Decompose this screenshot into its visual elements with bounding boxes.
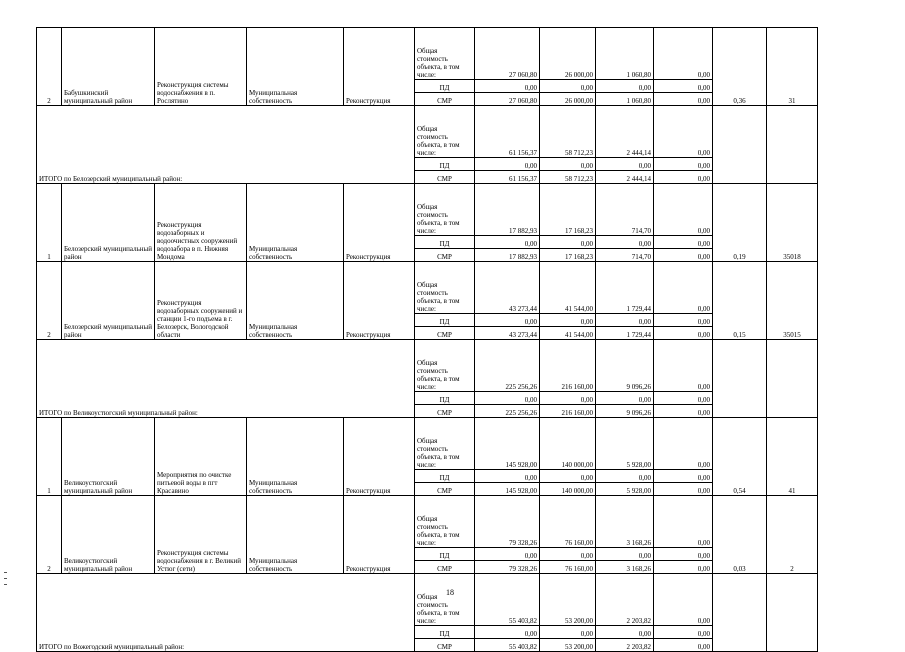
amount-cell: 1 060,80: [596, 28, 654, 80]
amount-cell: 17 168,23: [540, 249, 596, 262]
cost-label-line: объекта, в том: [417, 63, 460, 71]
amount-cell: 0,00: [654, 548, 713, 561]
smr-label-cell: СМР: [415, 405, 475, 418]
amount-cell: 0,00: [654, 561, 713, 574]
cost-label-cell: [415, 418, 475, 470]
amount-cell: 714,70: [596, 249, 654, 262]
district-cell: Белозерский муниципальный район: [62, 184, 155, 262]
amount-cell: 0,00: [540, 158, 596, 171]
amount-cell: 2 203,82: [596, 639, 654, 652]
cost-label-cell: [415, 28, 475, 80]
indicator-cell: 0,03: [713, 496, 767, 574]
amount-cell: 0,00: [596, 548, 654, 561]
empty-cell: [767, 106, 818, 184]
cost-label-cell: [415, 574, 475, 626]
amount-cell: 55 403,82: [475, 574, 540, 626]
amount-cell: 216 160,00: [540, 405, 596, 418]
indicator-value-cell: 41: [767, 418, 818, 496]
district-cell: Великоустюгский муниципальный район: [62, 496, 155, 574]
cost-label-cell: [415, 106, 475, 158]
object-name-cell: Реконструкция водозаборных и водоочистных сооружений водозабора в п. Нижняя Мондома: [155, 184, 247, 262]
work-type-cell: Реконструкция: [344, 418, 415, 496]
total-title-cell: ИТОГО по Великоустюгский муниципальный район:: [37, 340, 415, 418]
amount-cell: 0,00: [654, 327, 713, 340]
amount-cell: 1 729,44: [596, 262, 654, 314]
amount-cell: 2 444,14: [596, 106, 654, 158]
amount-cell: 43 273,44: [475, 262, 540, 314]
cost-label-line: объекта, в том: [417, 453, 460, 461]
total-row: [37, 106, 818, 158]
cost-label-line: Общая: [417, 203, 438, 211]
amount-cell: 0,00: [475, 314, 540, 327]
total-title-cell: ИТОГО по Вожегодский муниципальный район:: [37, 574, 415, 652]
ownership-cell: Муниципальная собственность: [247, 28, 344, 106]
object-name-cell: Реконструкция системы водоснабжения в г. Великий Устюг (сети): [155, 496, 247, 574]
empty-cell: [713, 106, 767, 184]
amount-cell: 0,00: [540, 470, 596, 483]
row-number-cell: 2: [37, 262, 62, 340]
work-type-cell: Реконструкция: [344, 28, 415, 106]
ownership-cell: Муниципальная собственность: [247, 262, 344, 340]
cost-label-cell: [415, 184, 475, 236]
cost-label-line: стоимость: [417, 211, 448, 219]
amount-cell: 53 200,00: [540, 574, 596, 626]
margin-mark: [4, 578, 7, 579]
cost-label-line: объекта, в том: [417, 375, 460, 383]
cost-label-line: Общая: [417, 47, 438, 55]
pd-label-cell: ПД: [415, 470, 475, 483]
cost-label-line: объекта, в том: [417, 141, 460, 149]
amount-cell: 17 168,23: [540, 184, 596, 236]
amount-cell: 145 928,00: [475, 418, 540, 470]
amount-cell: 76 160,00: [540, 561, 596, 574]
amount-cell: 140 000,00: [540, 483, 596, 496]
amount-cell: 1 729,44: [596, 327, 654, 340]
amount-cell: 2 444,14: [596, 171, 654, 184]
table-row: [37, 262, 818, 314]
amount-cell: 0,00: [596, 236, 654, 249]
row-number-cell: 1: [37, 184, 62, 262]
cost-label-line: числе:: [417, 227, 436, 235]
margin-mark: [4, 584, 7, 585]
amount-cell: 0,00: [654, 470, 713, 483]
amount-cell: 0,00: [475, 80, 540, 93]
row-number-cell: 2: [37, 496, 62, 574]
amount-cell: 17 882,93: [475, 249, 540, 262]
cost-label-line: стоимость: [417, 289, 448, 297]
amount-cell: 1 060,80: [596, 93, 654, 106]
cost-label-line: Общая: [417, 359, 438, 367]
cost-label-line: числе:: [417, 617, 436, 625]
amount-cell: 3 168,26: [596, 496, 654, 548]
row-number-cell: 2: [37, 28, 62, 106]
amount-cell: 0,00: [654, 184, 713, 236]
indicator-cell: 0,19: [713, 184, 767, 262]
amount-cell: 0,00: [654, 80, 713, 93]
smr-label-cell: СМР: [415, 639, 475, 652]
amount-cell: 26 000,00: [540, 93, 596, 106]
amount-cell: 0,00: [654, 626, 713, 639]
amount-cell: 9 096,26: [596, 405, 654, 418]
cost-label-line: объекта, в том: [417, 531, 460, 539]
amount-cell: 0,00: [540, 80, 596, 93]
amount-cell: 0,00: [654, 574, 713, 626]
indicator-value-cell: 2: [767, 496, 818, 574]
amount-cell: 225 256,26: [475, 405, 540, 418]
indicator-value-cell: 35015: [767, 262, 818, 340]
cost-label-line: числе:: [417, 383, 436, 391]
margin-mark: [4, 572, 7, 573]
amount-cell: 5 928,00: [596, 483, 654, 496]
cost-label-line: Общая: [417, 515, 438, 523]
row-number-cell: 1: [37, 418, 62, 496]
amount-cell: 9 096,26: [596, 340, 654, 392]
cost-label-line: числе:: [417, 149, 436, 157]
cost-label-line: объекта, в том: [417, 297, 460, 305]
cost-label-line: числе:: [417, 539, 436, 547]
amount-cell: 0,00: [596, 470, 654, 483]
amount-cell: 0,00: [654, 392, 713, 405]
smr-label-cell: СМР: [415, 327, 475, 340]
amount-cell: 0,00: [596, 626, 654, 639]
work-type-cell: Реконструкция: [344, 262, 415, 340]
amount-cell: 0,00: [540, 236, 596, 249]
amount-cell: 0,00: [654, 262, 713, 314]
pd-label-cell: ПД: [415, 158, 475, 171]
pd-label-cell: ПД: [415, 392, 475, 405]
amount-cell: 27 060,80: [475, 93, 540, 106]
indicator-cell: 0,54: [713, 418, 767, 496]
amount-cell: 0,00: [654, 418, 713, 470]
district-cell: Бабушкинский муниципальный район: [62, 28, 155, 106]
pd-label-cell: ПД: [415, 236, 475, 249]
district-cell: Белозерский муниципальный район: [62, 262, 155, 340]
amount-cell: 0,00: [596, 392, 654, 405]
smr-label-cell: СМР: [415, 171, 475, 184]
total-row: [37, 574, 818, 626]
cost-label-line: числе:: [417, 305, 436, 313]
cost-label-line: числе:: [417, 461, 436, 469]
cost-label-line: стоимость: [417, 601, 448, 609]
cost-label-line: стоимость: [417, 55, 448, 63]
empty-cell: [767, 340, 818, 418]
amount-cell: 0,00: [654, 249, 713, 262]
amount-cell: 714,70: [596, 184, 654, 236]
amount-cell: 26 000,00: [540, 28, 596, 80]
amount-cell: 0,00: [654, 314, 713, 327]
amount-cell: 0,00: [654, 496, 713, 548]
amount-cell: 43 273,44: [475, 327, 540, 340]
cost-label-line: стоимость: [417, 367, 448, 375]
cost-label-line: стоимость: [417, 133, 448, 141]
district-cell: Великоустюгский муниципальный район: [62, 418, 155, 496]
amount-cell: 0,00: [475, 548, 540, 561]
pd-label-cell: ПД: [415, 626, 475, 639]
table-row: [37, 184, 818, 236]
cost-label-line: числе:: [417, 71, 436, 79]
cost-label-line: стоимость: [417, 445, 448, 453]
work-type-cell: Реконструкция: [344, 496, 415, 574]
cost-label-line: Общая: [417, 593, 438, 601]
cost-label-line: Общая: [417, 437, 438, 445]
smr-label-cell: СМР: [415, 249, 475, 262]
amount-cell: 58 712,23: [540, 171, 596, 184]
amount-cell: 0,00: [654, 106, 713, 158]
smr-label-cell: СМР: [415, 93, 475, 106]
total-title-cell: ИТОГО по Белозерский муниципальный район:: [37, 106, 415, 184]
amount-cell: 55 403,82: [475, 639, 540, 652]
amount-cell: 216 160,00: [540, 340, 596, 392]
amount-cell: 0,00: [475, 392, 540, 405]
pd-label-cell: ПД: [415, 548, 475, 561]
amount-cell: 0,00: [475, 470, 540, 483]
pd-label-cell: ПД: [415, 80, 475, 93]
cost-label-cell: [415, 496, 475, 548]
amount-cell: 79 328,26: [475, 561, 540, 574]
amount-cell: 0,00: [654, 340, 713, 392]
table-row: [37, 418, 818, 470]
amount-cell: 0,00: [596, 80, 654, 93]
amount-cell: 225 256,26: [475, 340, 540, 392]
amount-cell: 0,00: [654, 171, 713, 184]
amount-cell: 0,00: [540, 626, 596, 639]
amount-cell: 0,00: [654, 405, 713, 418]
object-name-cell: Мероприятия по очистке питьевой воды в пгт Красавино: [155, 418, 247, 496]
empty-cell: [713, 340, 767, 418]
indicator-value-cell: 35018: [767, 184, 818, 262]
amount-cell: 0,00: [654, 93, 713, 106]
ownership-cell: Муниципальная собственность: [247, 418, 344, 496]
cost-label-line: стоимость: [417, 523, 448, 531]
cost-label-line: Общая: [417, 281, 438, 289]
amount-cell: 3 168,26: [596, 561, 654, 574]
object-name-cell: Реконструкция системы водоснабжения в п. Рослятино: [155, 28, 247, 106]
amount-cell: 0,00: [654, 639, 713, 652]
amount-cell: 0,00: [475, 158, 540, 171]
amount-cell: 0,00: [475, 236, 540, 249]
amount-cell: 0,00: [540, 392, 596, 405]
object-name-cell: Реконструкция водозаборных сооружений и станции 1-го подъема в г. Белозерск, Вологодской области: [155, 262, 247, 340]
amount-cell: 2 203,82: [596, 574, 654, 626]
smr-label-cell: СМР: [415, 561, 475, 574]
cost-label-cell: [415, 262, 475, 314]
amount-cell: 76 160,00: [540, 496, 596, 548]
amount-cell: 0,00: [654, 158, 713, 171]
cost-label-line: объекта, в том: [417, 219, 460, 227]
indicator-cell: 0,36: [713, 28, 767, 106]
indicator-cell: 0,15: [713, 262, 767, 340]
amount-cell: 0,00: [475, 626, 540, 639]
amount-cell: 27 060,80: [475, 28, 540, 80]
amount-cell: 17 882,93: [475, 184, 540, 236]
amount-cell: 0,00: [540, 314, 596, 327]
ownership-cell: Муниципальная собственность: [247, 496, 344, 574]
amount-cell: 145 928,00: [475, 483, 540, 496]
total-row: [37, 340, 818, 392]
amount-cell: 41 544,00: [540, 327, 596, 340]
amount-cell: 41 544,00: [540, 262, 596, 314]
table-row: [37, 496, 818, 548]
pd-label-cell: ПД: [415, 314, 475, 327]
indicator-value-cell: 31: [767, 28, 818, 106]
amount-cell: 0,00: [540, 548, 596, 561]
amount-cell: 61 156,37: [475, 106, 540, 158]
amount-cell: 53 200,00: [540, 639, 596, 652]
amount-cell: 61 156,37: [475, 171, 540, 184]
amount-cell: 5 928,00: [596, 418, 654, 470]
amount-cell: 0,00: [654, 483, 713, 496]
amount-cell: 58 712,23: [540, 106, 596, 158]
amount-cell: 140 000,00: [540, 418, 596, 470]
cost-label-line: объекта, в том: [417, 609, 460, 617]
cost-label-cell: [415, 340, 475, 392]
work-type-cell: Реконструкция: [344, 184, 415, 262]
amount-cell: 0,00: [596, 158, 654, 171]
smr-label-cell: СМР: [415, 483, 475, 496]
cost-label-line: Общая: [417, 125, 438, 133]
amount-cell: 79 328,26: [475, 496, 540, 548]
ownership-cell: Муниципальная собственность: [247, 184, 344, 262]
amount-cell: 0,00: [654, 28, 713, 80]
page-number: 18: [446, 588, 454, 597]
amount-cell: 0,00: [596, 314, 654, 327]
financing-table: [36, 27, 818, 652]
amount-cell: 0,00: [654, 236, 713, 249]
table-row: [37, 28, 818, 80]
